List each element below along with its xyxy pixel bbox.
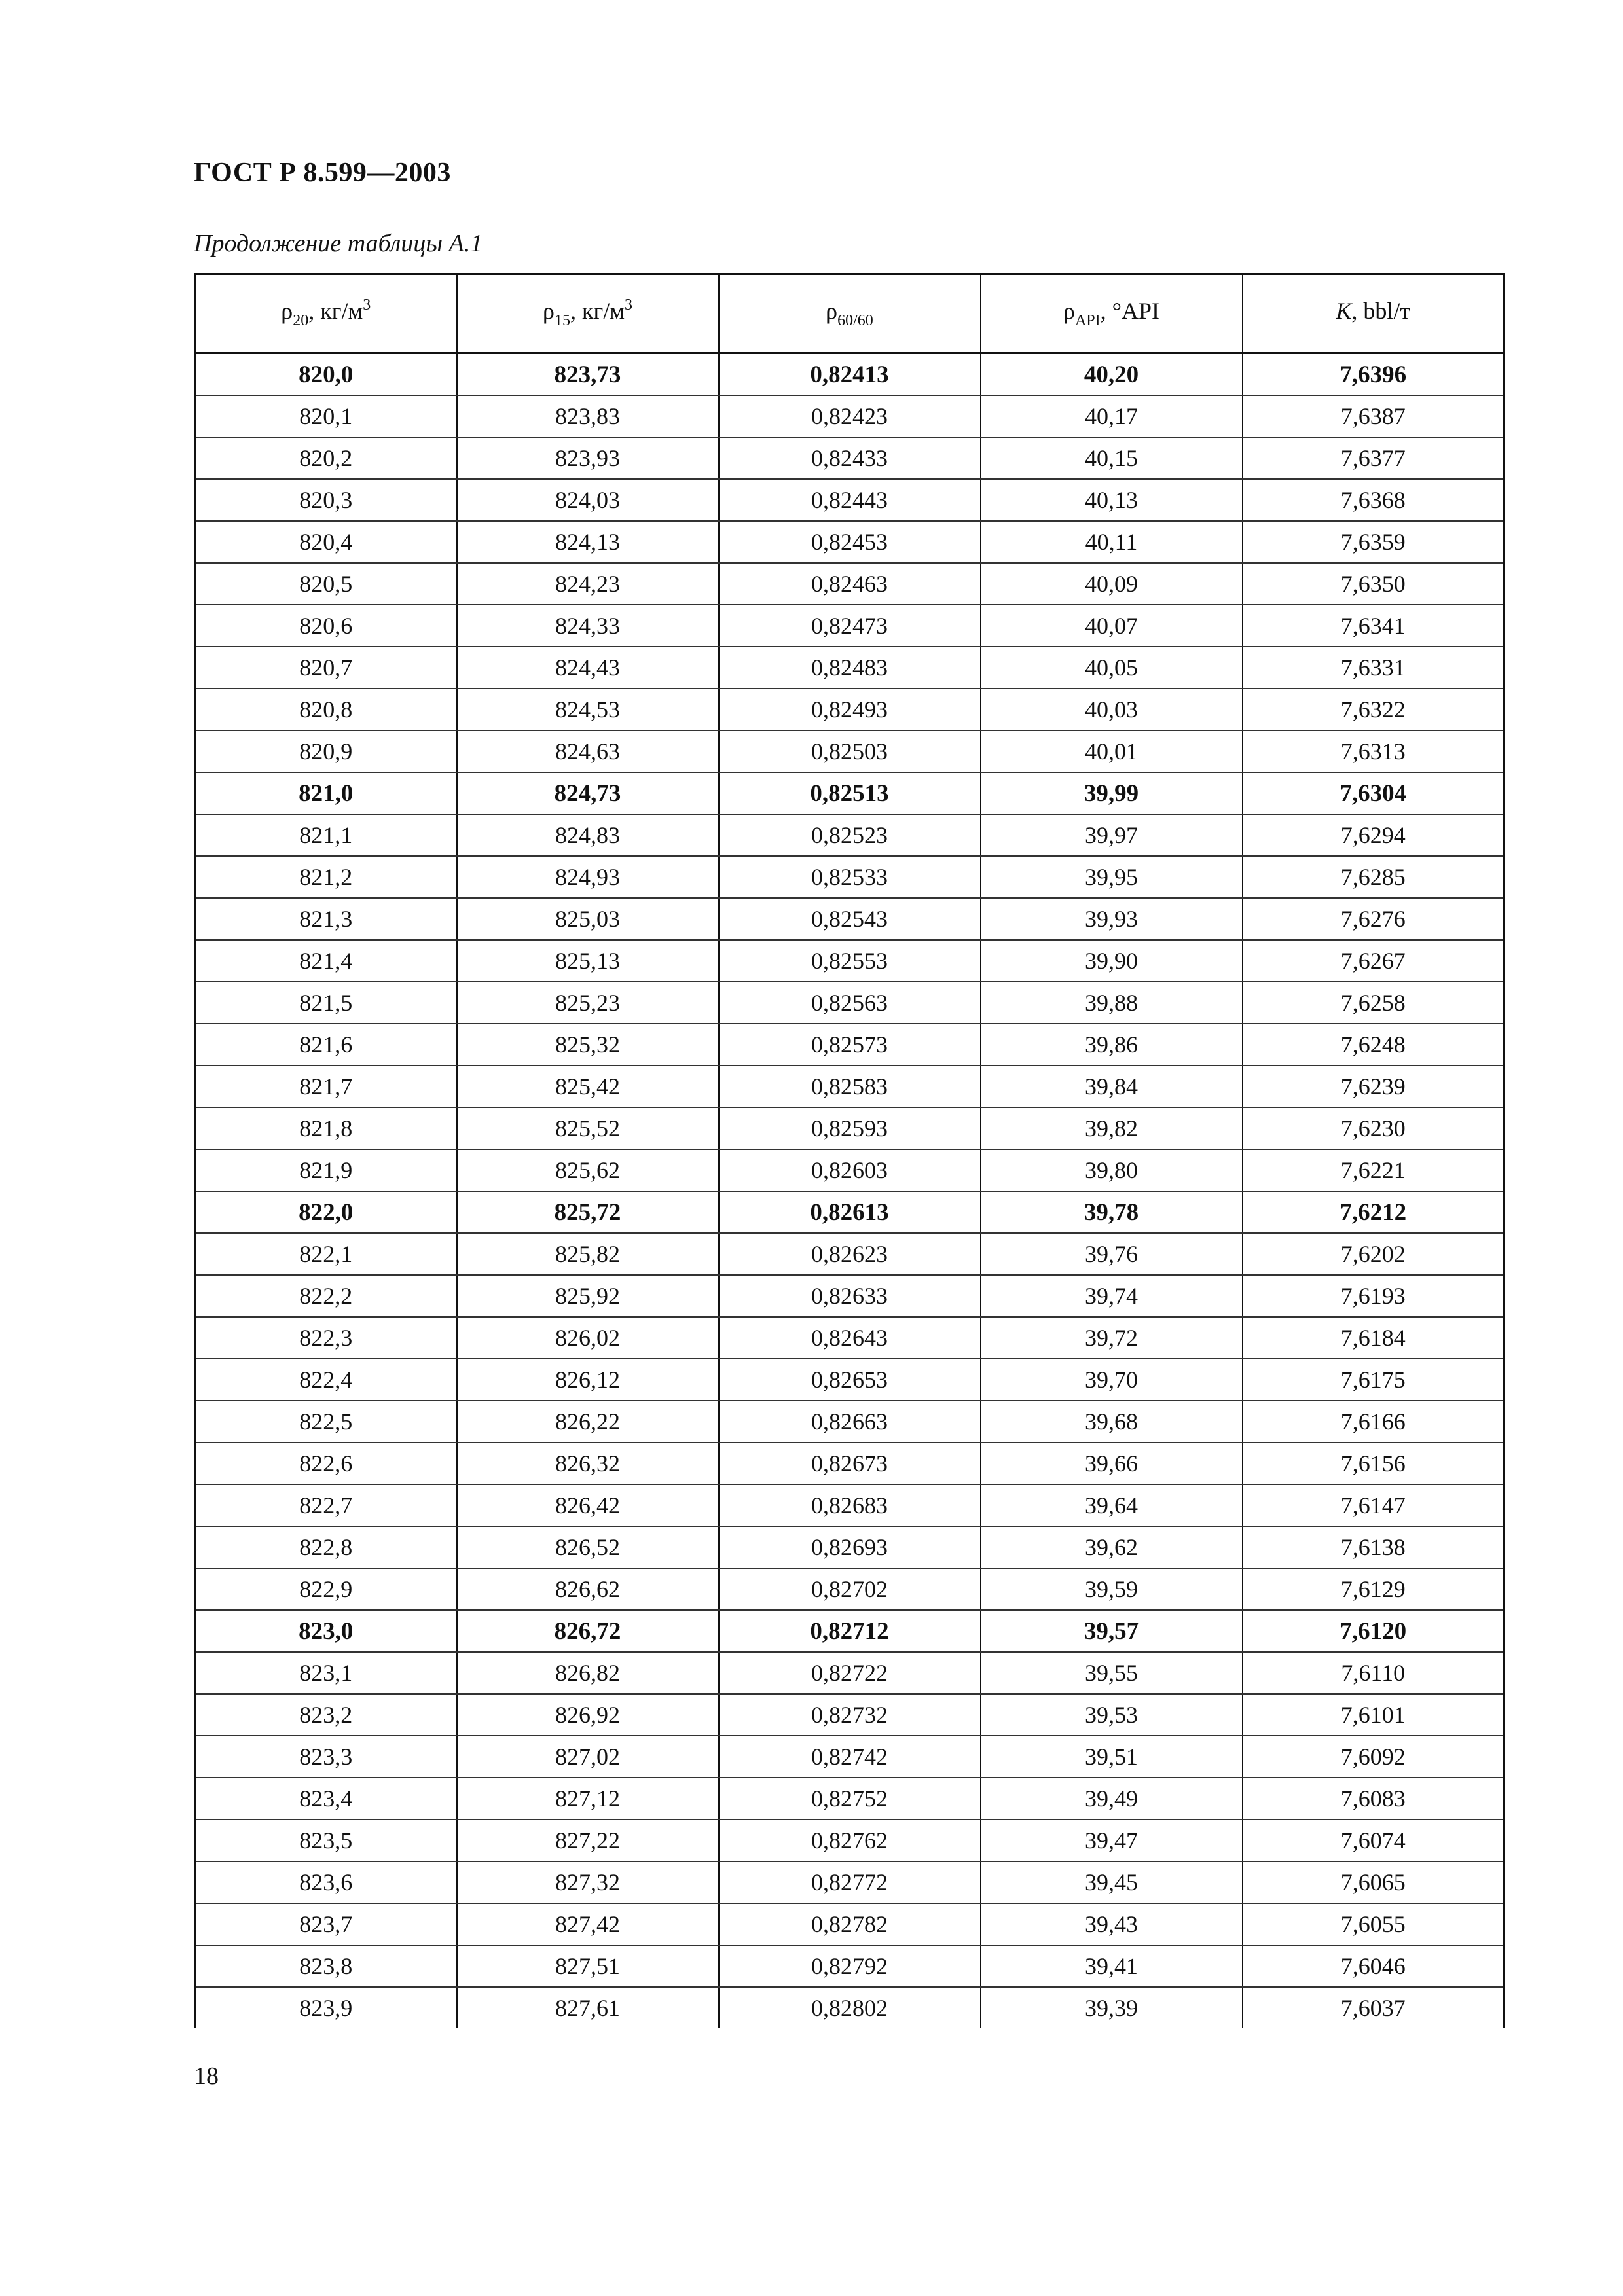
column-subscript: 15 [554, 312, 570, 329]
table-cell: 39,41 [981, 1945, 1243, 1987]
table-cell: 7,6129 [1243, 1568, 1504, 1610]
table-cell: 0,82573 [719, 1024, 981, 1066]
table-cell: 7,6368 [1243, 479, 1504, 521]
table-cell: 39,45 [981, 1861, 1243, 1903]
table-cell: 0,82423 [719, 395, 981, 437]
table-cell: 827,32 [457, 1861, 719, 1903]
table-cell: 823,7 [195, 1903, 457, 1945]
table-cell: 39,43 [981, 1903, 1243, 1945]
table-cell: 7,6202 [1243, 1233, 1504, 1275]
table-cell: 7,6092 [1243, 1736, 1504, 1778]
table-cell: 827,12 [457, 1778, 719, 1820]
table-cell: 0,82473 [719, 605, 981, 647]
table-row [195, 689, 1504, 730]
table-cell: 824,23 [457, 563, 719, 605]
table-cell: 825,42 [457, 1066, 719, 1107]
table-cell: 826,82 [457, 1652, 719, 1694]
table-cell: 822,6 [195, 1443, 457, 1484]
table-cell: 39,39 [981, 1987, 1243, 2028]
table-cell: 0,82643 [719, 1317, 981, 1359]
table-cell: 7,6248 [1243, 1024, 1504, 1066]
column-unit: °API [1112, 298, 1160, 324]
table-cell: 7,6230 [1243, 1107, 1504, 1149]
column-subscript: 60/60 [837, 312, 873, 329]
table-cell: 822,2 [195, 1275, 457, 1317]
column-symbol: ρ [826, 298, 838, 324]
table-row [195, 982, 1504, 1024]
table-cell: 823,3 [195, 1736, 457, 1778]
table-cell: 824,03 [457, 479, 719, 521]
table-cell: 827,51 [457, 1945, 719, 1987]
table-cell: 39,62 [981, 1526, 1243, 1568]
table-cell: 40,01 [981, 730, 1243, 772]
table-cell: 7,6396 [1243, 353, 1504, 396]
table-row [195, 1945, 1504, 1987]
table-row [195, 1568, 1504, 1610]
table-cell: 39,88 [981, 982, 1243, 1024]
table-cell: 821,5 [195, 982, 457, 1024]
table-cell: 39,72 [981, 1317, 1243, 1359]
table-row [195, 1401, 1504, 1443]
table-cell: 820,4 [195, 521, 457, 563]
table-cell: 39,49 [981, 1778, 1243, 1820]
table-cell: 0,82762 [719, 1820, 981, 1861]
table-row [195, 1694, 1504, 1736]
table-cell: 7,6350 [1243, 563, 1504, 605]
table-cell: 0,82673 [719, 1443, 981, 1484]
table-cell: 825,92 [457, 1275, 719, 1317]
table-cell: 823,6 [195, 1861, 457, 1903]
table-cell: 7,6138 [1243, 1526, 1504, 1568]
table-cell: 0,82633 [719, 1275, 981, 1317]
table-row [195, 1024, 1504, 1066]
table-cell: 821,0 [195, 772, 457, 814]
table-cell: 824,63 [457, 730, 719, 772]
table-cell: 39,55 [981, 1652, 1243, 1694]
table-cell: 826,92 [457, 1694, 719, 1736]
table-body [195, 353, 1504, 2029]
table-caption: Продолжение таблицы А.1 [194, 230, 483, 257]
table-cell: 39,59 [981, 1568, 1243, 1610]
table-cell: 821,2 [195, 856, 457, 898]
table-cell: 39,74 [981, 1275, 1243, 1317]
table-cell: 826,42 [457, 1484, 719, 1526]
table-cell: 7,6304 [1243, 772, 1504, 814]
table-cell: 7,6166 [1243, 1401, 1504, 1443]
table-cell: 39,53 [981, 1694, 1243, 1736]
table-cell: 826,12 [457, 1359, 719, 1401]
table-cell: 0,82433 [719, 437, 981, 479]
table-cell: 822,3 [195, 1317, 457, 1359]
table-cell: 7,6276 [1243, 898, 1504, 940]
density-table [194, 273, 1505, 2028]
column-superscript: 3 [625, 296, 632, 314]
table-cell: 39,90 [981, 940, 1243, 982]
table-cell: 0,82503 [719, 730, 981, 772]
column-unit: , кг/м [308, 298, 363, 324]
table-cell: 821,8 [195, 1107, 457, 1149]
table-cell: 825,23 [457, 982, 719, 1024]
table-cell: 7,6046 [1243, 1945, 1504, 1987]
column-header-rho6060 [719, 274, 981, 353]
table-cell: 820,5 [195, 563, 457, 605]
table-row [195, 898, 1504, 940]
table-row [195, 1987, 1504, 2028]
table-row [195, 814, 1504, 856]
table-cell: 40,09 [981, 563, 1243, 605]
table-cell: 824,73 [457, 772, 719, 814]
column-symbol: ρ [281, 298, 293, 324]
table-cell: 820,3 [195, 479, 457, 521]
table-cell: 824,93 [457, 856, 719, 898]
table-row [195, 1861, 1504, 1903]
column-header-rhoapi [981, 274, 1243, 353]
table-row [195, 605, 1504, 647]
table-cell: 7,6037 [1243, 1987, 1504, 2028]
table-cell: 39,68 [981, 1401, 1243, 1443]
table-cell: 821,4 [195, 940, 457, 982]
table-cell: 0,82772 [719, 1861, 981, 1903]
table-row [195, 437, 1504, 479]
table-row [195, 479, 1504, 521]
table-cell: 7,6331 [1243, 647, 1504, 689]
table-cell: 7,6110 [1243, 1652, 1504, 1694]
table-cell: 40,13 [981, 479, 1243, 521]
table-cell: 39,70 [981, 1359, 1243, 1401]
table-row [195, 1484, 1504, 1526]
table-cell: 825,13 [457, 940, 719, 982]
table-header-row [195, 274, 1504, 353]
table-cell: 821,9 [195, 1149, 457, 1191]
table-cell: 7,6267 [1243, 940, 1504, 982]
table-cell: 7,6147 [1243, 1484, 1504, 1526]
table-cell: 7,6313 [1243, 730, 1504, 772]
table-row [195, 1526, 1504, 1568]
column-subscript: API [1074, 312, 1101, 329]
table-cell: 7,6184 [1243, 1317, 1504, 1359]
table-row [195, 1736, 1504, 1778]
table-cell: 820,0 [195, 353, 457, 396]
table-cell: 39,99 [981, 772, 1243, 814]
table-cell: 7,6387 [1243, 395, 1504, 437]
table-cell: 39,51 [981, 1736, 1243, 1778]
table-cell: 39,84 [981, 1066, 1243, 1107]
table-cell: 821,3 [195, 898, 457, 940]
table-cell: 7,6212 [1243, 1191, 1504, 1233]
table-cell: 7,6221 [1243, 1149, 1504, 1191]
table-cell: 823,83 [457, 395, 719, 437]
table-cell: 824,33 [457, 605, 719, 647]
table-cell: 821,7 [195, 1066, 457, 1107]
table-cell: 823,5 [195, 1820, 457, 1861]
table-cell: 0,82553 [719, 940, 981, 982]
table-cell: 820,6 [195, 605, 457, 647]
table-cell: 823,1 [195, 1652, 457, 1694]
table-cell: 39,64 [981, 1484, 1243, 1526]
table-cell: 823,9 [195, 1987, 457, 2028]
table-cell: 7,6175 [1243, 1359, 1504, 1401]
table-cell: 826,02 [457, 1317, 719, 1359]
table-cell: 0,82722 [719, 1652, 981, 1694]
table-cell: 826,52 [457, 1526, 719, 1568]
table-cell: 0,82663 [719, 1401, 981, 1443]
table-cell: 0,82463 [719, 563, 981, 605]
table-cell: 39,47 [981, 1820, 1243, 1861]
table-row [195, 940, 1504, 982]
table-cell: 822,9 [195, 1568, 457, 1610]
table-cell: 820,7 [195, 647, 457, 689]
table-cell: 0,82533 [719, 856, 981, 898]
column-header-rho20 [195, 274, 457, 353]
table-cell: 39,66 [981, 1443, 1243, 1484]
table-cell: 823,73 [457, 353, 719, 396]
column-symbol: ρ [1063, 298, 1075, 324]
table-row [195, 1820, 1504, 1861]
table-cell: 827,22 [457, 1820, 719, 1861]
table-cell: 40,07 [981, 605, 1243, 647]
column-header-rho15 [457, 274, 719, 353]
table-cell: 823,8 [195, 1945, 457, 1987]
table-cell: 7,6101 [1243, 1694, 1504, 1736]
table-row [195, 772, 1504, 814]
table-cell: 0,82653 [719, 1359, 981, 1401]
table-row [195, 1149, 1504, 1191]
table-cell: 0,82792 [719, 1945, 981, 1987]
table-cell: 7,6377 [1243, 437, 1504, 479]
column-unit: , bbl/т [1351, 298, 1411, 324]
table-cell: 39,97 [981, 814, 1243, 856]
table-cell: 39,82 [981, 1107, 1243, 1149]
table-cell: 39,86 [981, 1024, 1243, 1066]
table-cell: 0,82563 [719, 982, 981, 1024]
table-row [195, 647, 1504, 689]
table-cell: 7,6322 [1243, 689, 1504, 730]
table-cell: 0,82712 [719, 1610, 981, 1652]
table-cell: 0,82493 [719, 689, 981, 730]
table-cell: 0,82413 [719, 353, 981, 396]
table-cell: 820,9 [195, 730, 457, 772]
table-row [195, 521, 1504, 563]
table-row [195, 856, 1504, 898]
table-row [195, 1191, 1504, 1233]
table-cell: 825,72 [457, 1191, 719, 1233]
table-cell: 823,2 [195, 1694, 457, 1736]
table-cell: 7,6258 [1243, 982, 1504, 1024]
table-cell: 7,6359 [1243, 521, 1504, 563]
table-cell: 826,62 [457, 1568, 719, 1610]
column-symbol: K [1336, 298, 1352, 324]
table-cell: 0,82702 [719, 1568, 981, 1610]
table-row [195, 395, 1504, 437]
table-row [195, 1317, 1504, 1359]
table-cell: 0,82443 [719, 479, 981, 521]
table-cell: 827,02 [457, 1736, 719, 1778]
table-cell: 821,6 [195, 1024, 457, 1066]
table-cell: 40,20 [981, 353, 1243, 396]
table-cell: 826,32 [457, 1443, 719, 1484]
table-cell: 826,72 [457, 1610, 719, 1652]
table-cell: 40,15 [981, 437, 1243, 479]
table-cell: 0,82523 [719, 814, 981, 856]
table-cell: 39,78 [981, 1191, 1243, 1233]
table-cell: 824,43 [457, 647, 719, 689]
table-cell: 825,32 [457, 1024, 719, 1066]
column-symbol: ρ [542, 298, 555, 324]
table-cell: 824,13 [457, 521, 719, 563]
table-cell: 824,53 [457, 689, 719, 730]
table-row [195, 1652, 1504, 1694]
table-cell: 7,6083 [1243, 1778, 1504, 1820]
table-cell: 822,5 [195, 1401, 457, 1443]
table-cell: 824,83 [457, 814, 719, 856]
table-cell: 7,6193 [1243, 1275, 1504, 1317]
table-cell: 7,6341 [1243, 605, 1504, 647]
table-row [195, 1275, 1504, 1317]
column-superscript: 3 [363, 296, 371, 314]
table-row [195, 563, 1504, 605]
table-cell: 825,52 [457, 1107, 719, 1149]
table-cell: 0,82782 [719, 1903, 981, 1945]
table-cell: 39,95 [981, 856, 1243, 898]
table-cell: 823,0 [195, 1610, 457, 1652]
table-cell: 0,82623 [719, 1233, 981, 1275]
table-cell: 822,1 [195, 1233, 457, 1275]
table-cell: 823,4 [195, 1778, 457, 1820]
table-cell: 0,82513 [719, 772, 981, 814]
table-cell: 0,82683 [719, 1484, 981, 1526]
table-cell: 0,82583 [719, 1066, 981, 1107]
table-cell: 7,6055 [1243, 1903, 1504, 1945]
table-cell: 7,6239 [1243, 1066, 1504, 1107]
table-cell: 7,6294 [1243, 814, 1504, 856]
column-subscript: 20 [293, 312, 309, 329]
table-cell: 822,8 [195, 1526, 457, 1568]
table-cell: 822,0 [195, 1191, 457, 1233]
column-unit-separator: , [1100, 298, 1112, 324]
table-cell: 823,93 [457, 437, 719, 479]
table-cell: 0,82453 [719, 521, 981, 563]
table-cell: 0,82593 [719, 1107, 981, 1149]
table-cell: 0,82732 [719, 1694, 981, 1736]
table-row [195, 1443, 1504, 1484]
column-unit: , кг/м [570, 298, 625, 324]
table-row [195, 1610, 1504, 1652]
table-cell: 0,82613 [719, 1191, 981, 1233]
table-cell: 826,22 [457, 1401, 719, 1443]
table-cell: 39,80 [981, 1149, 1243, 1191]
table-cell: 7,6285 [1243, 856, 1504, 898]
table-row [195, 1107, 1504, 1149]
page-number: 18 [194, 2062, 219, 2090]
table-cell: 0,82543 [719, 898, 981, 940]
table-row [195, 1233, 1504, 1275]
table-cell: 7,6156 [1243, 1443, 1504, 1484]
table-cell: 0,82603 [719, 1149, 981, 1191]
table-cell: 827,61 [457, 1987, 719, 2028]
table-cell: 0,82752 [719, 1778, 981, 1820]
document-header: ГОСТ Р 8.599—2003 [194, 158, 451, 188]
table-cell: 39,93 [981, 898, 1243, 940]
table-row [195, 730, 1504, 772]
table-cell: 820,2 [195, 437, 457, 479]
table-cell: 825,82 [457, 1233, 719, 1275]
table-cell: 39,57 [981, 1610, 1243, 1652]
table-cell: 827,42 [457, 1903, 719, 1945]
table-cell: 40,11 [981, 521, 1243, 563]
table-cell: 7,6065 [1243, 1861, 1504, 1903]
table-row [195, 1359, 1504, 1401]
table-cell: 7,6120 [1243, 1610, 1504, 1652]
table-cell: 0,82483 [719, 647, 981, 689]
table-cell: 825,62 [457, 1149, 719, 1191]
table-cell: 39,76 [981, 1233, 1243, 1275]
table-cell: 0,82802 [719, 1987, 981, 2028]
table-cell: 820,1 [195, 395, 457, 437]
table-cell: 821,1 [195, 814, 457, 856]
table-cell: 822,4 [195, 1359, 457, 1401]
table-row [195, 353, 1504, 396]
table-cell: 825,03 [457, 898, 719, 940]
table-cell: 7,6074 [1243, 1820, 1504, 1861]
table-cell: 820,8 [195, 689, 457, 730]
table-cell: 822,7 [195, 1484, 457, 1526]
column-header-k [1243, 274, 1504, 353]
table-row [195, 1903, 1504, 1945]
table-cell: 0,82693 [719, 1526, 981, 1568]
table-row [195, 1778, 1504, 1820]
table-cell: 40,05 [981, 647, 1243, 689]
table-row [195, 1066, 1504, 1107]
table-cell: 40,03 [981, 689, 1243, 730]
table-cell: 0,82742 [719, 1736, 981, 1778]
table-cell: 40,17 [981, 395, 1243, 437]
